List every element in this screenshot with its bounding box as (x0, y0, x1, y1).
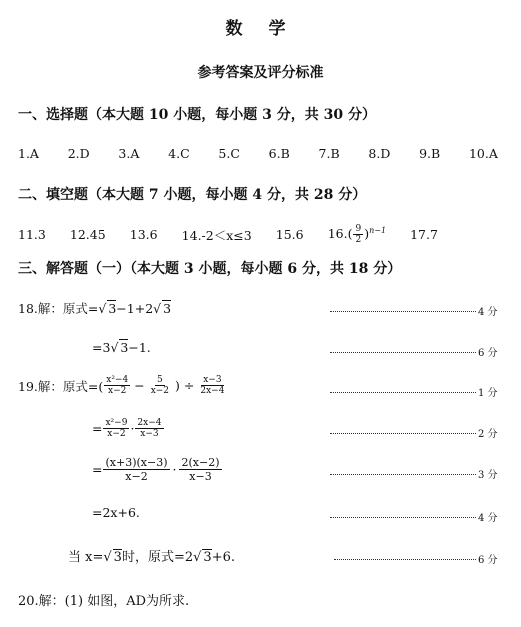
fraction (103, 456, 169, 483)
question-label: 19.解： (18, 378, 63, 394)
fill-answer-16-prefix: 16. (327, 226, 348, 241)
dotted-leader (330, 352, 476, 353)
choice-answer: 4.C (168, 146, 190, 161)
math-text: −1+2 (116, 301, 154, 316)
math-text: − (134, 378, 145, 393)
choice-answer: 7.B (318, 146, 340, 161)
fraction-numerator: 9 (355, 224, 362, 234)
fill-answers-row (18, 224, 438, 245)
fill-answer-14: 14.-2＜x≤3 (181, 227, 252, 243)
dotted-leader (334, 559, 476, 560)
math-text: 原式=( (62, 378, 104, 394)
fraction-denominator: x−2 (150, 386, 170, 396)
fraction (104, 375, 130, 396)
fraction-numerator: x²−9 (105, 418, 128, 428)
page-title: 数 学 (225, 19, 296, 39)
radicand: 3 (163, 301, 172, 316)
dotted-leader (330, 517, 476, 518)
math-text: · (130, 421, 135, 436)
dotted-leader (330, 311, 476, 312)
dotted-leader (330, 433, 476, 434)
fraction-denominator: x−2 (125, 470, 148, 483)
section-heading-solve1: 三、解答题（一）（本大题 3 小题，每小题 6 分，共 18 分） (18, 261, 402, 277)
fraction (103, 418, 129, 439)
radicand: 3 (203, 550, 212, 565)
q20-line1: 20.解：(1) 如图，AD为所求. (18, 594, 190, 609)
fraction (179, 456, 221, 483)
math-text: = (92, 462, 103, 477)
q19-line3 (92, 456, 223, 483)
fill-answer-15: 15.6 (275, 227, 304, 242)
q18-line1: 18.解：原式=√ 3−1+2√ 3 (18, 301, 172, 316)
q19-line2 (92, 418, 165, 439)
choice-answer: 8.D (368, 146, 391, 161)
fraction-numerator: 2x−4 (137, 418, 162, 428)
score-mark: 6 分 (478, 555, 498, 566)
fraction-denominator: x−2 (107, 429, 126, 439)
fill-answer-12: 12.45 (69, 227, 106, 242)
question-label: 18.解： (18, 301, 63, 316)
fraction-numerator: (x+3)(x−3) (105, 456, 168, 469)
fraction-denominator: 2 (355, 235, 362, 245)
fraction (135, 418, 163, 439)
score-mark: 6 分 (478, 348, 498, 359)
fill-answer-16: 16.( $\frac{9}{2}$ )$^{n-1}$ (327, 224, 387, 245)
exponent: n−1 (369, 225, 387, 235)
dotted-leader (330, 392, 476, 393)
choice-answer: 5.C (218, 146, 240, 161)
fraction (353, 224, 363, 245)
math-text: −1. (128, 340, 151, 355)
radicand: 3 (113, 550, 122, 565)
math-text: +6. (211, 550, 235, 565)
page-subtitle: 参考答案及评分标准 (197, 65, 324, 81)
score-mark: 4 分 (478, 307, 498, 318)
math-text: = (92, 421, 103, 436)
radicand: 3 (108, 301, 117, 316)
fraction-numerator: 5 (156, 375, 163, 385)
choice-answer: 9.B (419, 146, 441, 161)
choice-answer: 1.A (18, 146, 39, 161)
fraction-denominator: 2x−4 (200, 386, 225, 396)
fill-answer-17: 17.7 (410, 227, 438, 242)
score-mark: 1 分 (478, 388, 498, 399)
q19-line5: 当 x=√ 3时，原式=2√ 3+6. (68, 550, 235, 565)
q19-line4: =2x+6. (92, 505, 140, 520)
fraction (149, 375, 171, 396)
fraction-denominator: x−3 (189, 470, 212, 483)
choice-answer: 3.A (118, 146, 140, 161)
dotted-leader (330, 474, 476, 475)
fraction-numerator: x²−4 (106, 375, 129, 385)
fill-answer-13: 13.6 (129, 227, 158, 242)
fraction-denominator: x−3 (140, 429, 159, 439)
choice-answer: 10.A (468, 146, 498, 161)
fraction-numerator: 2(x−2) (181, 456, 220, 469)
choice-answer: 2.D (67, 146, 90, 161)
fraction (198, 375, 226, 396)
q19-line1 (18, 375, 227, 396)
radicand: 3 (120, 340, 129, 355)
math-text: ) ÷ (175, 378, 195, 393)
math-text: · (172, 462, 177, 477)
choice-answers-row (18, 146, 498, 161)
fraction-denominator: x−2 (108, 386, 127, 396)
section-heading-fill: 二、填空题（本大题 7 小题，每小题 4 分，共 28 分） (18, 187, 367, 203)
score-mark: 3 分 (478, 470, 498, 481)
math-text: 当 x= (68, 550, 104, 565)
score-mark: 4 分 (478, 513, 498, 524)
q18-line2: =3√ 3−1. (92, 340, 151, 355)
fraction-numerator: x−3 (203, 375, 222, 385)
choice-answer: 6.B (268, 146, 290, 161)
section-heading-choice: 一、选择题（本大题 10 小题，每小题 3 分，共 30 分） (18, 107, 376, 123)
score-mark: 2 分 (478, 429, 498, 440)
math-text: 时，原式=2 (121, 550, 194, 565)
math-text: 原式= (62, 301, 99, 316)
math-text: =3 (92, 340, 111, 355)
fill-answer-11: 11.3 (18, 227, 46, 242)
